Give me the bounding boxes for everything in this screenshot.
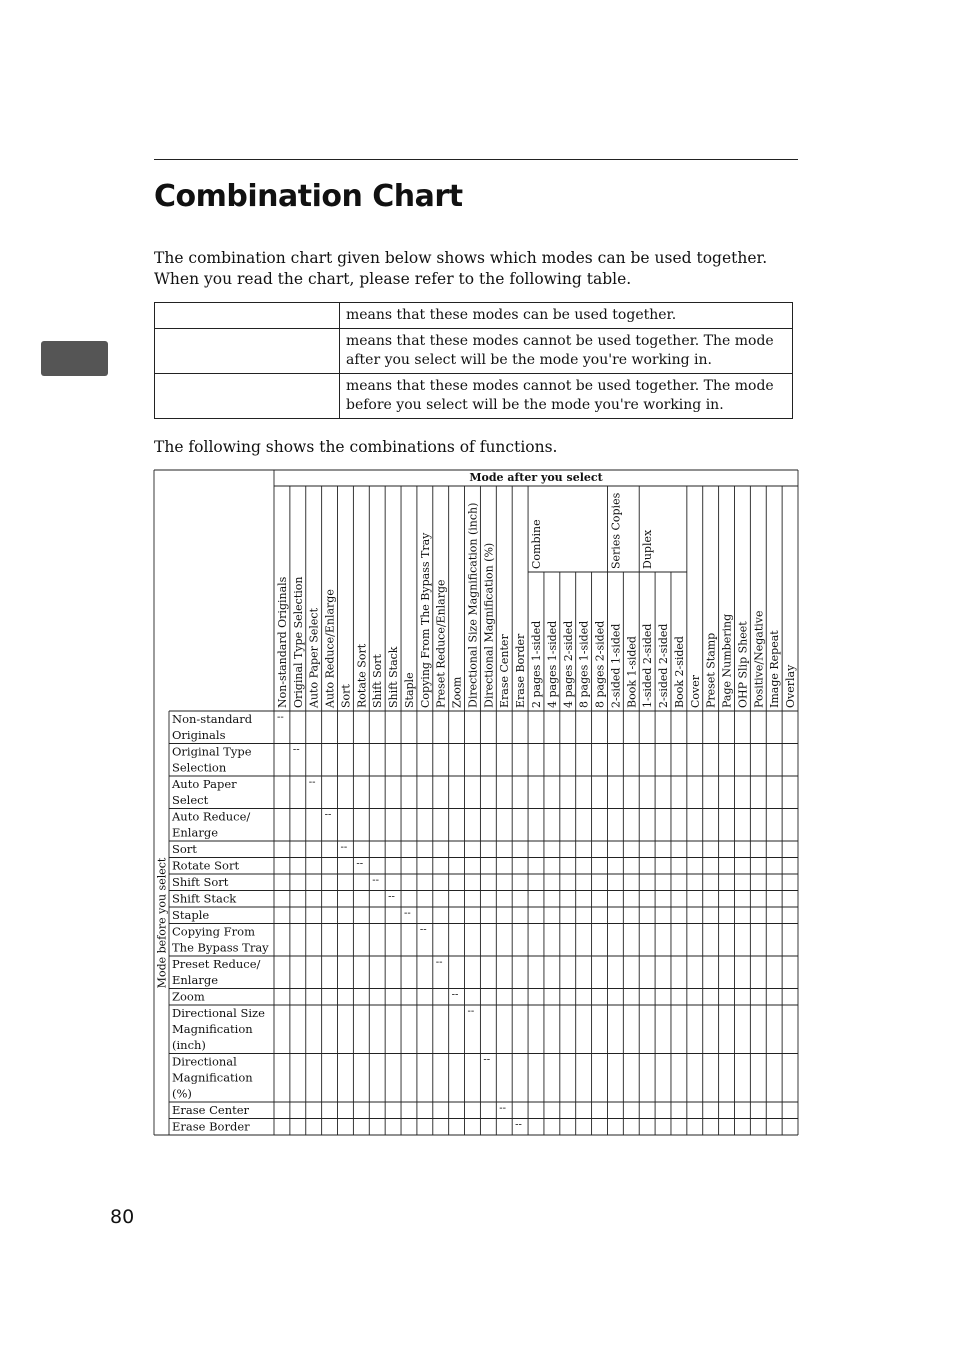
column-header: Erase Border — [514, 633, 528, 708]
row-label: Directional Size — [172, 1006, 265, 1020]
cell-mark: -- — [340, 842, 348, 853]
column-header: OHP Slip Sheet — [736, 621, 750, 708]
row-label: Directional — [172, 1054, 237, 1069]
column-header: Zoom — [450, 676, 464, 708]
intro-paragraph: The combination chart given below shows which modes can be used together. When you read the chart, please refer to the following table. — [154, 249, 768, 288]
legend-meaning: means that these modes cannot be used together. The mode after you select will be the mode you're working in. — [340, 329, 793, 374]
cell-mark: -- — [483, 1054, 491, 1066]
row-label: Auto Reduce/ — [172, 809, 251, 824]
column-header: Overlay — [784, 664, 798, 708]
row-label: Enlarge — [172, 973, 218, 987]
cell-mark: -- — [435, 957, 443, 968]
row-label: Erase Border — [172, 1119, 250, 1134]
row-label: Preset Reduce/ — [172, 957, 261, 971]
cell-mark: -- — [499, 1103, 507, 1114]
column-header: Cover — [688, 674, 702, 708]
row-label: Original Type — [172, 744, 252, 759]
cell-mark: -- — [388, 891, 395, 903]
row-label: Shift Sort — [172, 875, 229, 889]
group-label: Duplex — [641, 529, 655, 569]
column-header: Original Type Selection — [291, 576, 305, 708]
row-label: Rotate Sort — [172, 858, 240, 873]
cell-mark: -- — [292, 744, 300, 756]
column-header: 1-sided 2-sided — [641, 623, 655, 708]
column-header: 2-sided 1-sided — [609, 623, 623, 708]
column-header: Non-standard Originals — [275, 576, 289, 708]
row-label: Magnification — [172, 1070, 253, 1085]
group-label: Series Copies — [609, 492, 623, 569]
row-label: Erase Center — [172, 1103, 250, 1117]
column-header: Shift Sort — [371, 654, 385, 708]
row-label: Sort — [172, 842, 197, 856]
column-header: Shift Stack — [387, 646, 401, 708]
cell-mark: -- — [419, 924, 427, 936]
column-header: 2 pages 1-sided — [530, 620, 543, 708]
row-label: Magnification — [172, 1022, 253, 1036]
cell-mark: -- — [372, 875, 380, 886]
column-header: Erase Center — [498, 634, 512, 708]
column-header: Book 2-sided — [672, 636, 686, 708]
cell-mark: -- — [451, 989, 459, 1001]
row-label: Copying From — [172, 924, 255, 939]
column-header: Copying From The Bypass Tray — [418, 532, 432, 708]
cell-mark: -- — [404, 908, 411, 919]
column-header: Page Numbering — [720, 613, 734, 708]
cell-mark: -- — [308, 777, 316, 788]
column-header: Auto Reduce/Enlarge — [323, 589, 337, 708]
column-header: 4 pages 2-sided — [561, 620, 575, 708]
row-label: Shift Stack — [172, 891, 237, 906]
row-label: Zoom — [172, 989, 205, 1004]
cell-mark: -- — [277, 712, 284, 723]
legend-meaning: means that these modes can be used together. — [340, 303, 793, 329]
column-header: Book 1-sided — [625, 636, 639, 708]
row-label: (inch) — [172, 1038, 206, 1052]
side-header-label: Mode before you select — [155, 857, 169, 989]
row-label: Selection — [172, 760, 227, 775]
column-header: Rotate Sort — [355, 643, 369, 708]
column-header: 4 pages 1-sided — [545, 620, 559, 708]
row-label: Enlarge — [172, 825, 218, 840]
group-label: Combine — [530, 519, 543, 569]
page-number: 80 — [110, 1206, 135, 1228]
column-header: Positive/Negative — [752, 610, 766, 708]
top-header-label: Mode after you select — [469, 471, 603, 484]
column-header: Directional Magnification (%) — [482, 542, 496, 708]
row-label: Staple — [172, 908, 210, 922]
row-label: Auto Paper — [172, 777, 237, 791]
column-header: Image Repeat — [768, 630, 782, 708]
cell-mark: -- — [515, 1119, 522, 1131]
row-label: Originals — [172, 728, 226, 742]
row-label: The Bypass Tray — [172, 940, 269, 955]
column-header: 2-sided 2-sided — [657, 623, 671, 708]
column-header: Preset Stamp — [704, 632, 718, 708]
column-header: Auto Paper Select — [307, 608, 321, 708]
page-title: Combination Chart — [154, 179, 463, 214]
column-header: Sort — [339, 684, 353, 708]
legend-meaning: means that these modes cannot be used together. The mode before you select will be the mode you're working in. — [340, 374, 793, 419]
column-header: 8 pages 1-sided — [577, 620, 591, 708]
cell-mark: -- — [467, 1006, 475, 1017]
row-label: Non-standard — [172, 712, 253, 726]
column-header: 8 pages 2-sided — [593, 620, 607, 708]
row-label: Select — [172, 793, 209, 807]
cell-mark: -- — [356, 858, 364, 870]
cell-mark: -- — [324, 809, 332, 821]
column-header: Preset Reduce/Enlarge — [434, 579, 448, 708]
column-header: Directional Size Magnification (inch) — [466, 502, 480, 708]
row-label: (%) — [172, 1086, 192, 1101]
column-header: Staple — [402, 672, 416, 708]
chart-caption: The following shows the combinations of functions. — [154, 438, 558, 456]
